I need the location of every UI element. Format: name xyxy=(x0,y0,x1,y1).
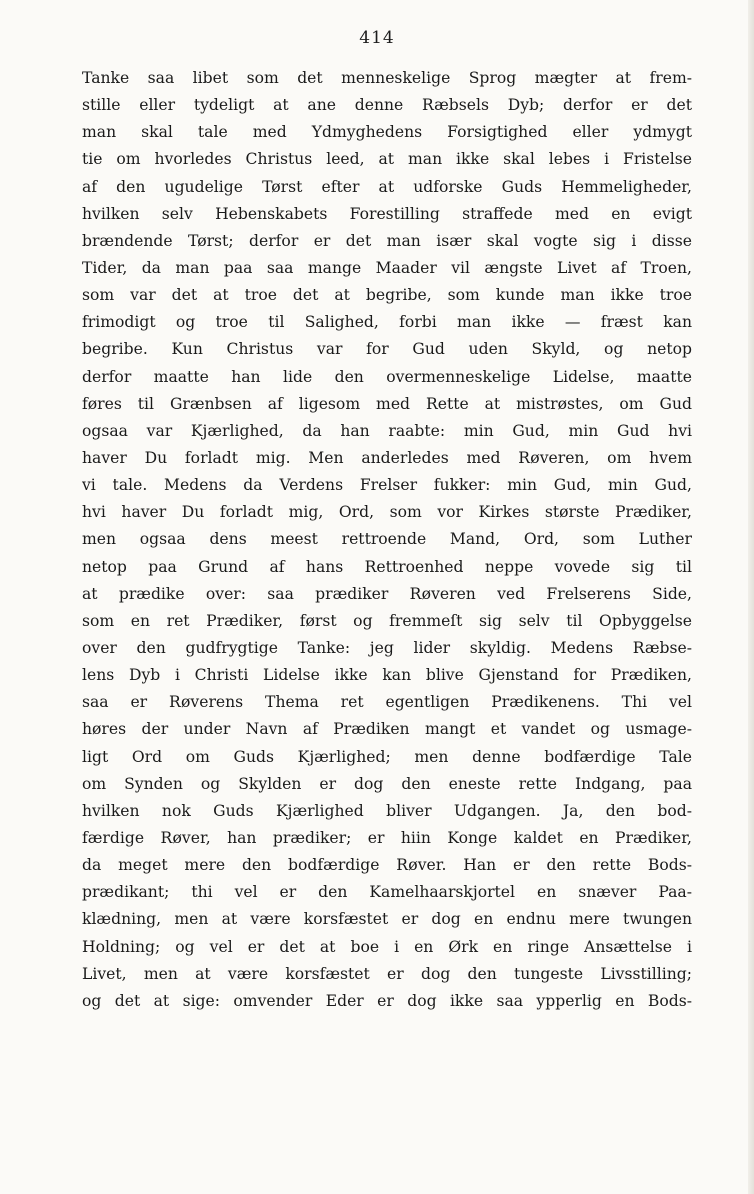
text-line: ligt Ord om Guds Kjærlighed; men denne bodfærdige Tale xyxy=(82,747,692,766)
text-line: saa er Røverens Thema ret egentligen Prædikenens. Thi vel xyxy=(82,693,692,712)
text-line: hvi haver Du forladt mig, Ord, som vor Kirkes største Prædiker, xyxy=(82,503,692,522)
text-line: tie om hvorledes Christus leed, at man ikke skal lebes i Fristelse xyxy=(82,150,692,169)
text-line: stille eller tydeligt at ane denne Ræbsels Dyb; derfor er det xyxy=(82,96,692,115)
text-line: hvilken nok Guds Kjærlighed bliver Udgangen. Ja, den bod- xyxy=(82,801,692,820)
page-number: 414 xyxy=(359,28,395,48)
text-line: ogsaa var Kjærlighed, da han raabte: min Gud, min Gud hvi xyxy=(82,421,692,440)
text-line: man skal tale med Ydmyghedens Forsigtighed eller ydmygt xyxy=(82,123,692,142)
text-line: men ogsaa dens meest rettroende Mand, Ord, som Luther xyxy=(82,530,692,549)
text-line: begribe. Kun Christus var for Gud uden Skyld, og netop xyxy=(82,340,692,359)
text-line: frimodigt og troe til Salighed, forbi man ikke — fræst kan xyxy=(82,313,692,332)
text-line: Tider, da man paa saa mange Maader vil ængste Livet af Troen, xyxy=(82,258,692,277)
text-line: lens Dyb i Christi Lidelse ikke kan blive Gjenstand for Prædiken, xyxy=(82,666,692,685)
text-line: af den ugudelige Tørst efter at udforske Guds Hemmeligheder, xyxy=(82,177,692,196)
body-text xyxy=(82,65,692,1015)
text-line: over den gudfrygtige Tanke: jeg lider skyldig. Medens Ræbse- xyxy=(82,638,692,657)
text-line: som en ret Prædiker, først og fremmeſt sig selv til Opbyggelse xyxy=(82,611,692,630)
text-line: og det at sige: omvender Eder er dog ikke saa ypperlig en Bods- xyxy=(82,991,692,1010)
text-line: om Synden og Skylden er dog den eneste rette Indgang, paa xyxy=(82,774,692,793)
text-line: prædikant; thi vel er den Kamelhaarskjortel en snæver Paa- xyxy=(82,883,692,902)
text-line: klædning, men at være korsfæstet er dog en endnu mere twungen xyxy=(82,910,692,929)
text-line: at prædike over: saa prædiker Røveren ved Frelserens Side, xyxy=(82,584,692,603)
text-line: Holdning; og vel er det at boe i en Ørk en ringe Ansættelse i xyxy=(82,937,692,956)
text-line: da meget mere den bodfærdige Røver. Han er den rette Bods- xyxy=(82,856,692,875)
text-line: haver Du forladt mig. Men anderledes med Røveren, om hvem xyxy=(82,448,692,467)
text-line: vi tale. Medens da Verdens Frelser fukker: min Gud, min Gud, xyxy=(82,476,692,495)
text-line: føres til Grænbsen af ligesom med Rette at mistrøstes, om Gud xyxy=(82,394,692,413)
text-line: færdige Røver, han prædiker; er hiin Konge kaldet en Prædiker, xyxy=(82,828,692,847)
text-line: som var det at troe det at begribe, som kunde man ikke troe xyxy=(82,286,692,305)
text-line: brændende Tørst; derfor er det man især skal vogte sig i disse xyxy=(82,231,692,250)
page-edge-shadow xyxy=(748,0,754,1194)
text-line: Livet, men at være korsfæstet er dog den tungeste Livsstilling; xyxy=(82,964,692,983)
text-line: Tanke saa libet som det menneskelige Sprog mægter at frem- xyxy=(82,69,692,87)
text-line: høres der under Navn af Prædiken mangt et vandet og usmage- xyxy=(82,720,692,739)
text-line: hvilken selv Hebenskabets Forestilling straffede med en evigt xyxy=(82,204,692,223)
text-line: netop paa Grund af hans Rettroenhed neppe vovede sig til xyxy=(82,557,692,576)
text-line: derfor maatte han lide den overmenneskelige Lidelse, maatte xyxy=(82,367,692,386)
